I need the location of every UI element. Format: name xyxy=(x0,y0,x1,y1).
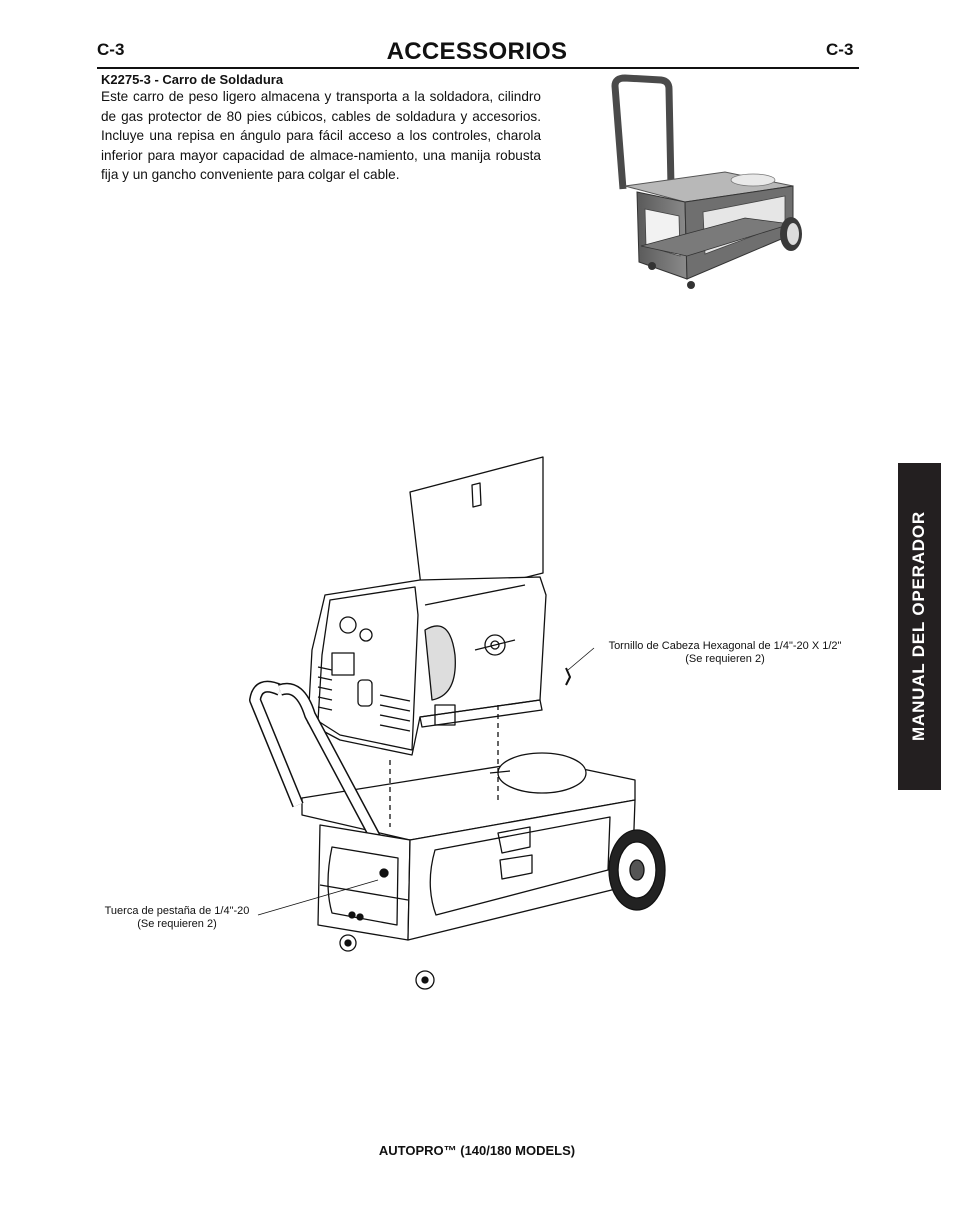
header-rule xyxy=(97,67,859,69)
cart-assembly-diagram xyxy=(240,455,680,1000)
cart-photo xyxy=(605,74,810,290)
bolt-callout-line2: (Se requieren 2) xyxy=(685,653,765,665)
bolt-callout-line1: Tornillo de Cabeza Hexagonal de 1/4"-20 X 1/2" xyxy=(608,640,842,652)
page-number-right: C-3 xyxy=(826,40,854,59)
page-number-left: C-3 xyxy=(97,40,125,59)
bolt-callout xyxy=(594,640,856,666)
side-tab xyxy=(898,463,941,790)
nut-callout-line1: Tuerca de pestaña de 1/4"-20 xyxy=(104,905,250,917)
section-body: Este carro de peso ligero almacena y transporta a la soldadora, cilindro de gas protector de 80 pies cúbicos, cables de soldadura y accesorios. Incluye una repisa en ángulo para fácil acceso a los controles, charola inferior para mayor capacidad de almace-namiento, una manija robusta fija y un gancho conveniente para colgar el cable. xyxy=(101,89,541,183)
nut-callout-line2: (Se requieren 2) xyxy=(137,918,217,930)
section-title: K2275-3 - Carro de Soldadura xyxy=(101,72,284,87)
side-tab-label: MANUAL DEL OPERADOR xyxy=(909,511,928,741)
nut-callout xyxy=(94,905,260,931)
footer-model: AUTOPRO™ (140/180 MODELS) xyxy=(378,1143,576,1158)
page-title: ACCESSORIOS xyxy=(386,38,568,65)
